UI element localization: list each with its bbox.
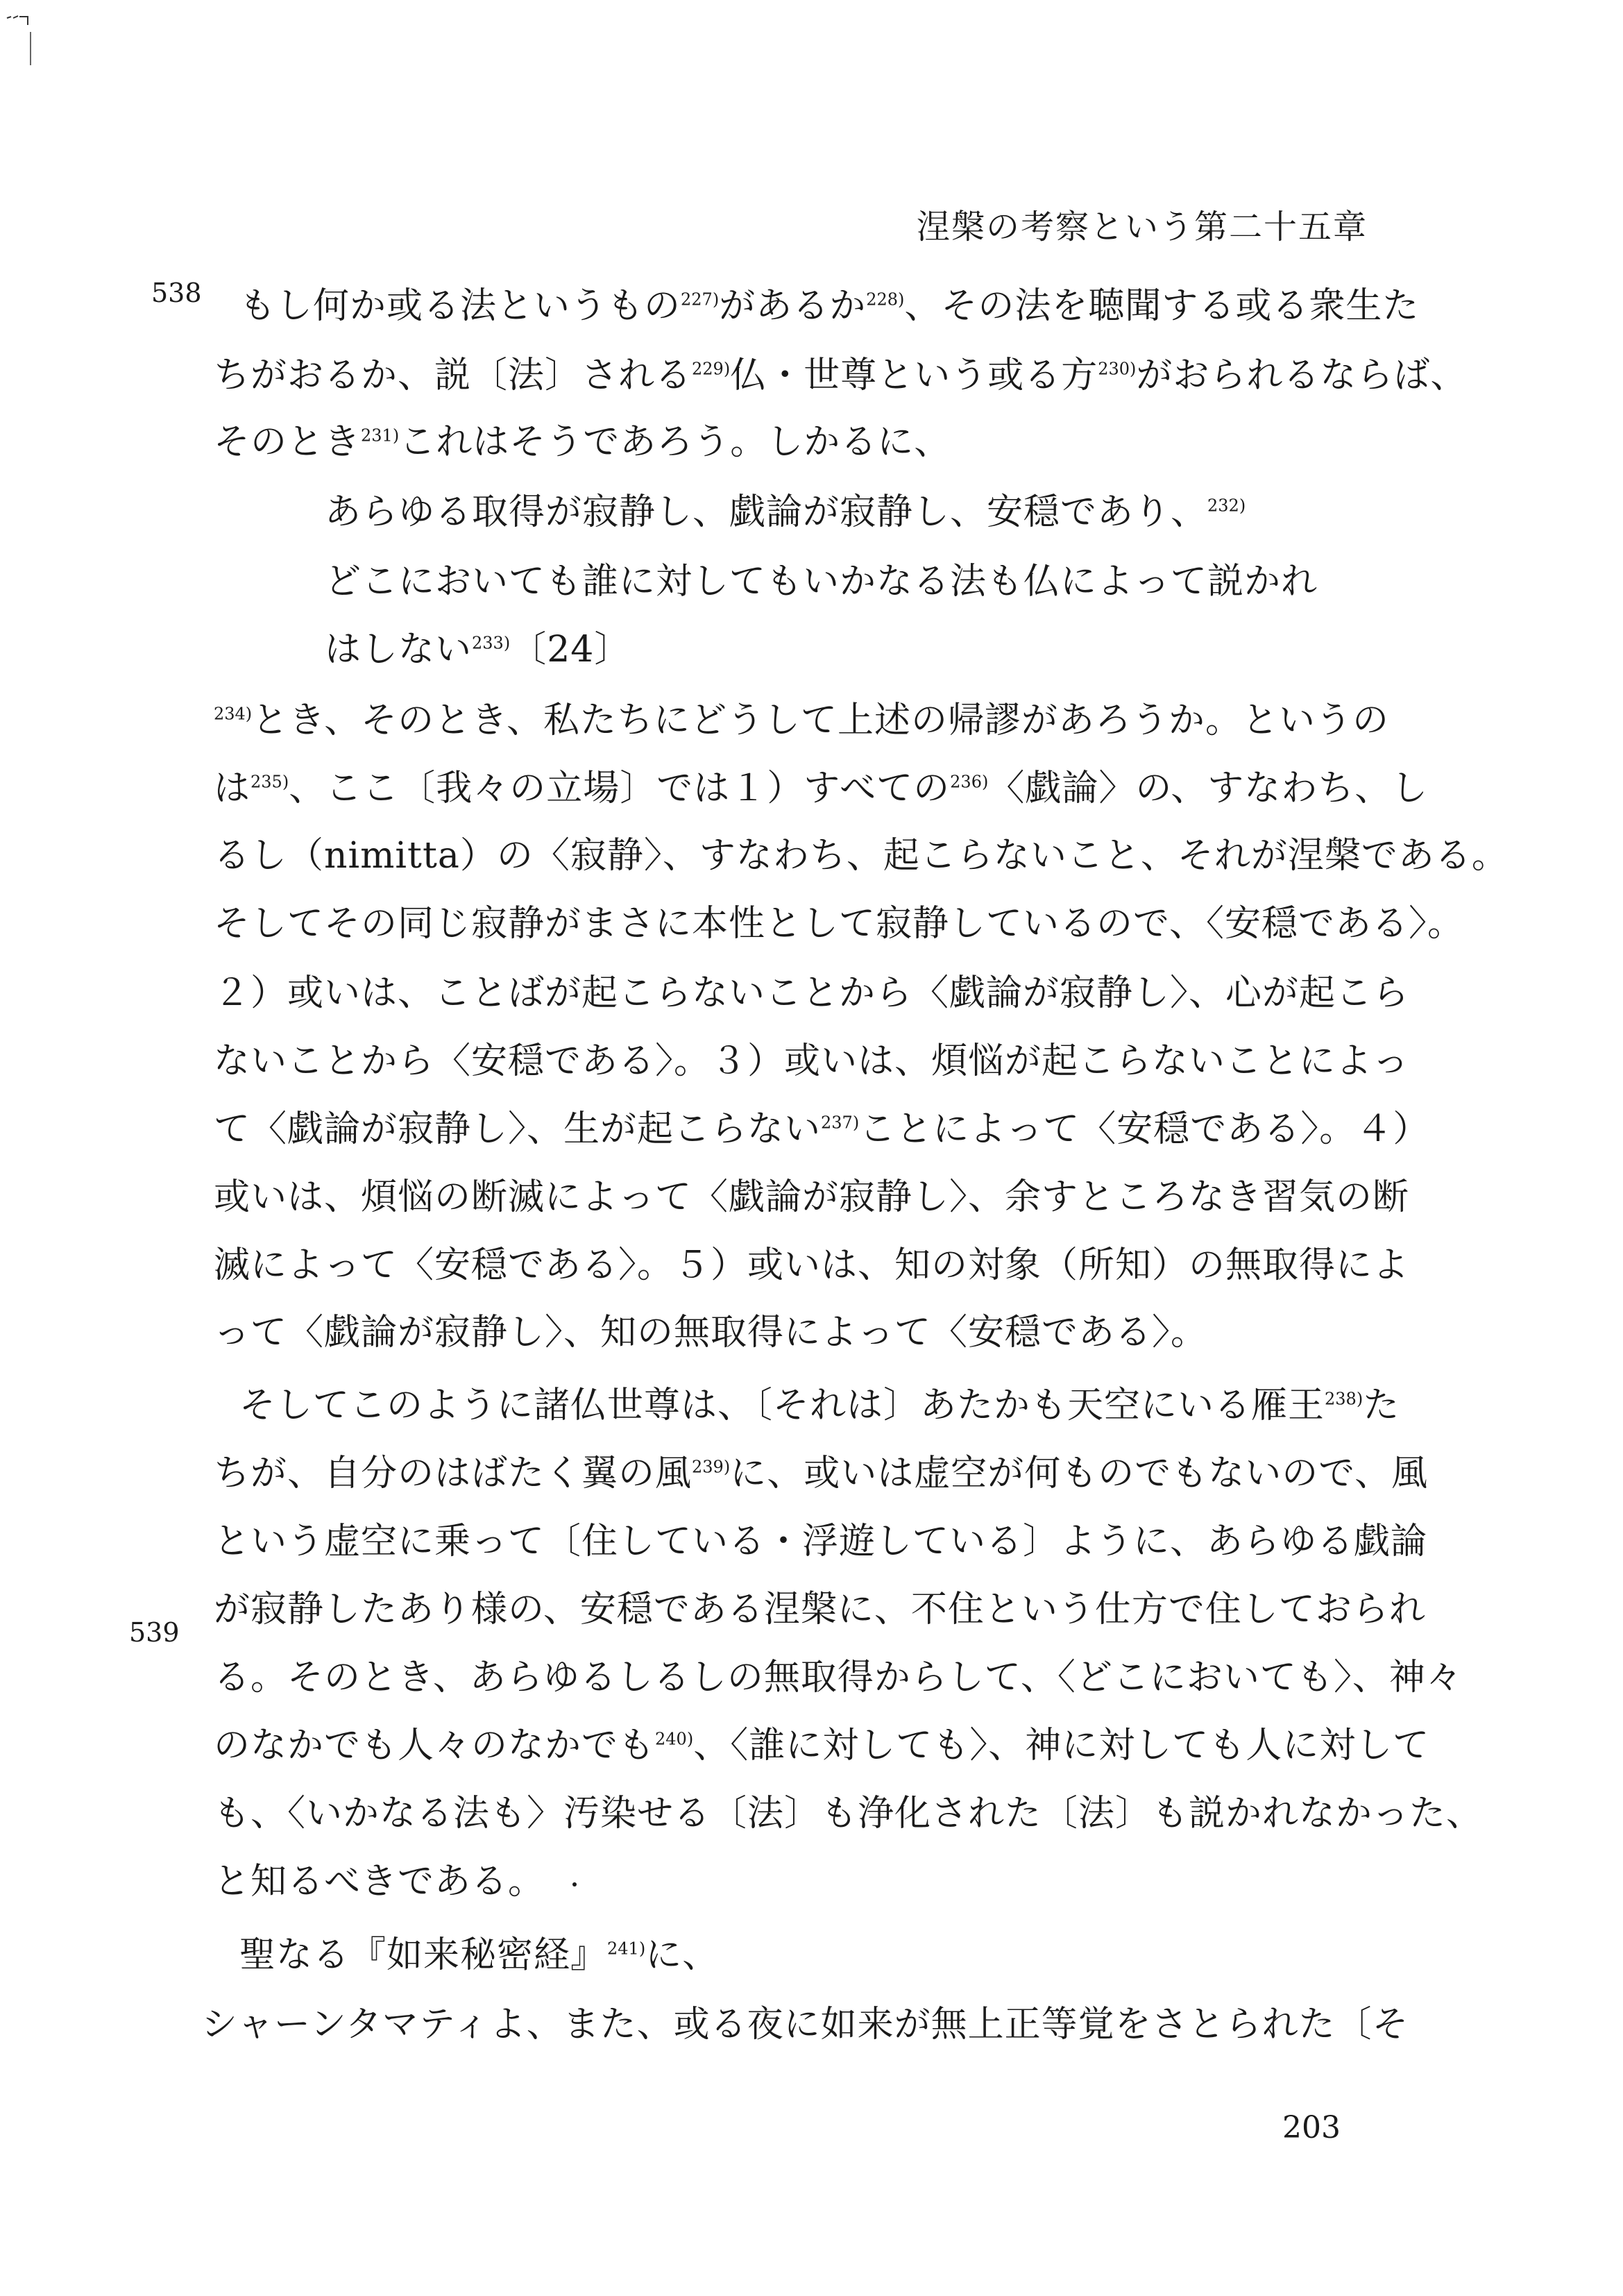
text-line (214, 691, 1389, 743)
footnote-marker: 237) (821, 1113, 860, 1133)
text-run: そしてこのように諸仏世尊は、〔それは〕あたかも天空にいる雁王 (239, 1385, 1325, 1426)
footnote-marker: 234) (214, 704, 253, 724)
text-run: があるか (719, 285, 867, 327)
text-line (214, 826, 1509, 878)
text-line (214, 412, 951, 464)
verse-line (325, 482, 1246, 534)
text-line (214, 1648, 1463, 1700)
text-run: 、その法を聴聞する或る衆生た (904, 285, 1420, 327)
verse-line (325, 552, 1318, 604)
text-run: 〈戯論〉の、すなわち、し (988, 768, 1429, 809)
footnote-marker: 228) (866, 289, 905, 310)
verse-line (325, 620, 631, 672)
text-line (214, 1580, 1426, 1632)
text-run: のなかでも人々のなかでも (214, 1725, 656, 1766)
text-line (214, 1031, 1409, 1083)
footnote-marker: 229) (692, 359, 731, 379)
text-run: って〈戯論が寂静し〉、知の無取得によって〈安穏である〉。 (214, 1312, 1208, 1353)
running-head: 涅槃の考察という第二十五章 (916, 208, 1368, 246)
text-run: ないことから〈安穏である〉。３）或いは、煩悩が起こらないことによっ (214, 1040, 1410, 1082)
text-run: も、〈いかなる法も〉汚染せる〔法〕も浄化された〔法〕も説かれなかった、 (214, 1793, 1484, 1834)
text-run: はしない (325, 629, 473, 670)
text-line (201, 1995, 1409, 2047)
text-run: 、ここ〔我々の立場〕では１）すべての (289, 768, 951, 809)
text-run: は (214, 768, 251, 809)
text-line (239, 276, 1419, 328)
text-run: シャーンタマティよ、また、或る夜に如来が無上正等覚をさとられた〔そ (201, 2004, 1409, 2045)
footnote-marker: 236) (950, 772, 989, 792)
text-line (239, 1376, 1400, 1428)
text-line (214, 1852, 577, 1904)
text-run: る。そのとき、あらゆるしるしの無取得からして、〈どこにおいても〉、神々 (214, 1657, 1463, 1698)
page-number: 203 (1282, 2110, 1341, 2145)
text-run: そしてその同じ寂静がまさに本性として寂静しているので、〈安穏である〉。 (214, 903, 1464, 945)
footnote-marker: 235) (250, 772, 289, 792)
text-run: 仏・世尊という或る方 (730, 355, 1098, 396)
text-run: 或いは、煩悩の断滅によって〈戯論が寂静し〉、余すところなき習気の断 (214, 1176, 1410, 1218)
text-run: 聖なる『如来秘密経』 (239, 1934, 608, 1976)
text-run: ちが、自分のはばたく翼の風 (214, 1453, 692, 1494)
footnote-marker: 238) (1325, 1389, 1363, 1409)
text-line (214, 1167, 1409, 1219)
text-run: あらゆる取得が寂静し、戯論が寂静し、安穏であり、 (325, 491, 1208, 533)
footnote-marker: 241) (607, 1939, 646, 1959)
text-line (214, 894, 1464, 946)
text-line (214, 1444, 1428, 1496)
text-run: が寂静したあり様の、安穏である涅槃に、不住という仕方で住しておられ (214, 1589, 1426, 1630)
text-run: ２）或いは、ことばが起こらないことから〈戯論が寂静し〉、心が起こら (214, 972, 1410, 1014)
text-line (214, 1099, 1429, 1151)
stray-dot (572, 1882, 577, 1886)
footnote-marker: 230) (1098, 359, 1137, 379)
text-run: もし何か或る法というもの (239, 285, 681, 327)
text-run: た (1363, 1385, 1400, 1426)
text-run: に、或いは虚空が何ものでもないので、風 (730, 1453, 1429, 1494)
text-run: に、 (645, 1934, 720, 1976)
text-line (214, 1512, 1427, 1564)
text-run: という虚空に乗って〔住している・浮遊している〕ように、あらゆる戯論 (214, 1521, 1428, 1562)
margin-number-538: 538 (151, 278, 202, 308)
footnote-marker: 233) (472, 633, 511, 653)
text-run: とき、そのとき、私たちにどうして上述の帰謬があろうか。というの (252, 700, 1390, 741)
margin-number-539: 539 (129, 1617, 180, 1648)
text-line (214, 963, 1409, 1015)
text-run: 滅によって〈安穏である〉。５）或いは、知の対象（所知）の無取得によ (214, 1244, 1410, 1286)
footnote-marker: 231) (361, 425, 400, 446)
text-line (239, 1925, 719, 1977)
text-run: ことによって〈安穏である〉。４） (859, 1108, 1430, 1150)
text-run: るし（nimitta）の〈寂静〉、すなわち、起こらないこと、それが涅槃である。 (214, 835, 1509, 877)
text-run: ちがおるか、説〔法〕される (214, 355, 692, 396)
text-line (214, 1716, 1429, 1768)
text-line (214, 759, 1428, 811)
corner-crop-mark (4, 4, 35, 67)
text-line (214, 1784, 1483, 1836)
text-line (214, 1235, 1409, 1288)
text-run: て〈戯論が寂静し〉、生が起こらない (214, 1108, 822, 1150)
text-run: 〔24〕 (510, 629, 631, 670)
text-run: 、〈誰に対しても〉、神に対しても人に対して (693, 1725, 1430, 1766)
text-line (214, 1303, 1207, 1355)
footnote-marker: 232) (1207, 496, 1246, 516)
text-line (214, 346, 1467, 398)
text-run: これはそうであろう。しかるに、 (399, 421, 951, 463)
text-run: がおられるならば、 (1136, 355, 1468, 396)
text-run: そのとき (214, 421, 362, 463)
footnote-marker: 227) (681, 289, 720, 310)
text-run: どこにおいても誰に対してもいかなる法も仏によって説かれ (325, 561, 1318, 602)
text-run: と知るべきである。 (214, 1861, 545, 1902)
footnote-marker: 239) (692, 1457, 731, 1477)
footnote-marker: 240) (655, 1729, 694, 1749)
